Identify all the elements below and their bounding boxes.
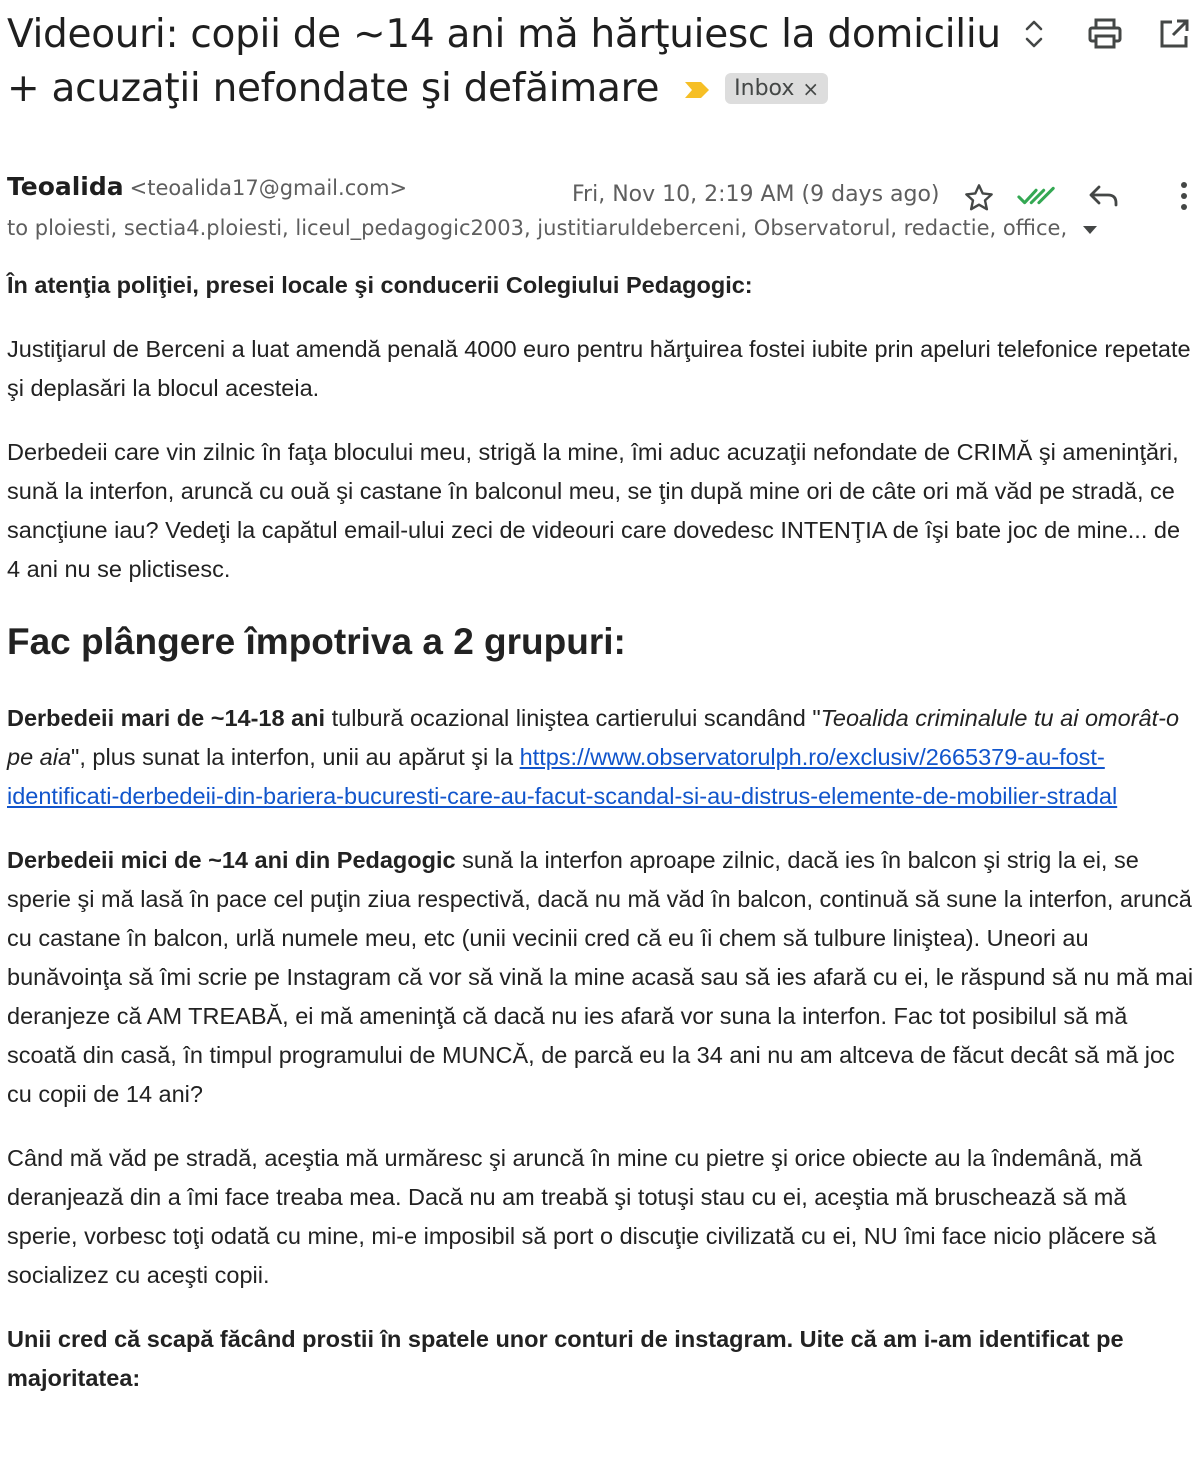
expand-collapse-icon[interactable] [1014,14,1054,54]
read-receipt-icon [1017,176,1057,216]
recipients-row [7,216,1099,241]
attention-line: În atenţia poliţiei, presei locale şi conducerii Colegiului Pedagogic: [7,272,753,298]
paragraph-instagram [7,1320,1195,1398]
instagram-line: Unii cred că scapă făcând prostii în spatele unor conturi de instagram. Uite că am i-am identificat pe majoritatea: [7,1326,1124,1391]
open-in-new-window-icon[interactable] [1154,14,1194,54]
inbox-label-chip[interactable] [725,73,828,104]
subject-row [7,8,1007,116]
paragraph-group-younger [7,841,1195,1114]
group-older-quote: Teoalida criminalule tu ai omorât-o pe aia [7,705,1180,770]
sender-row [7,172,1197,212]
group-older-text-1: tulbură ocazional liniştea cartierului scandând " [325,705,821,731]
group-older-title: Derbedeii mari de ~14-18 ani [7,705,326,731]
group-older-text-2: ", plus sunat la interfon, unii au apărut şi la [71,744,520,770]
group-younger-text: sună la interfon aproape zilnic, dacă ies în balcon şi strig la ei, se sperie şi mă lasă în pace cel puţin ziua respectivă, dacă nu mă văd în balcon, continuă să sune la interfon, aruncă cu castane în balcon, urlă numele meu, etc (unii vecinii cred că eu îi chem să tulbure liniştea). Uneori au bunăvoinţa să îmi scrie pe Instagram că vor să vină la mine acasă sau să ies afară cu ei, le răspund să nu mă mai deranjeze că AM TREABĂ, ei mă ameninţă că dacă nu ies afară vor suna la interfon. Fac tot posibilul să mă scoată din casă, în timpul programului de MUNCĂ, de parcă eu la 34 ani nu am altceva de făcut decât să mă joc cu copii de 14 ani? [7,847,1194,1107]
message-date: Fri, Nov 10, 2:19 AM (9 days ago) [572,182,940,207]
remove-label-icon[interactable]: × [802,76,820,101]
body-heading: Fac plângere împotriva a 2 grupuri: [7,621,626,662]
recipients-list: to ploiesti, sectia4.ploiesti, liceul_pedagogic2003, justitiaruldeberceni, Observatorul, redactie, office, [7,216,1068,240]
message-body [7,266,1195,1398]
email-subject: Videouri: copii de ~14 ani mă hărţuiesc la domiciliu + acuzaţii nefondate şi defăimare [7,12,1001,111]
sender-email: <teoalida17@gmail.com> [129,176,408,200]
reply-icon[interactable] [1084,176,1124,216]
observatorul-article-link[interactable]: https://www.observatorulph.ro/exclusiv/2665379-au-fost-identificati-derbedeii-din-bariera-bucuresti-care-au-facut-scandal-si-au-distrus-elemente-de-mobilier-stradal [7,744,1118,809]
paragraph-justitiar: Justiţiarul de Berceni a luat amendă penală 4000 euro pentru hărţuirea fostei iubite prin apeluri telefonice repetate şi deplasări la blocul acesteia. [7,336,1191,401]
recipients-dropdown-icon[interactable] [1081,217,1099,241]
group-younger-title: Derbedeii mici de ~14 ani din Pedagogic [7,847,456,873]
sender-name[interactable]: Teoalida [7,172,124,201]
paragraph-attention [7,266,1195,305]
star-icon[interactable] [959,178,999,218]
important-marker-icon[interactable] [683,80,711,105]
more-icon[interactable] [1164,176,1200,216]
paragraph-street: Când mă văd pe stradă, aceştia mă urmăresc şi aruncă în mine cu pietre şi orice obiecte au la îndemână, mă deranjează din a îmi face treaba mea. Dacă nu am treabă şi totuşi stau cu ei, aceştia mă bruschează să mă sperie, vorbesc toţi odată cu mine, mi-e imposibil să port o discuţie civilizată cu ei, NU îmi face nicio plăcere să socializez cu aceşti copii. [7,1145,1157,1288]
inbox-label-text: Inbox [734,76,795,102]
print-icon[interactable] [1085,14,1125,54]
paragraph-group-older [7,699,1195,816]
paragraph-derbedeii: Derbedeii care vin zilnic în faţa blocului meu, strigă la mine, îmi aduc acuzaţii nefondate de CRIMĂ şi ameninţări, sună la interfon, aruncă cu ouă şi castane în balconul meu, se ţin după mine ori de câte ori mă văd pe stradă, ce sancţiune iau? Vedeţi la capătul email-ului zeci de videouri care dovedesc INTENŢIA de îşi bate joc de mine... de 4 ani nu se plictisesc. [7,439,1181,582]
